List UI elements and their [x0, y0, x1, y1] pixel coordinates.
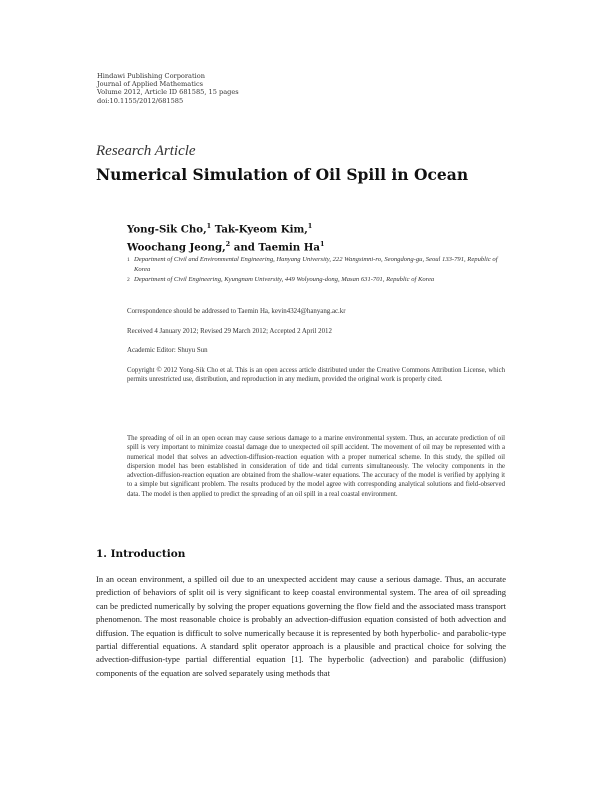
- paper-title: Numerical Simulation of Oil Spill in Ocean: [96, 165, 469, 184]
- section-heading: 1. Introduction: [96, 548, 186, 560]
- author-name: Tak-Kyeom Kim,: [211, 223, 308, 236]
- affiliation-number: 2: [127, 277, 130, 283]
- affiliation-2: [127, 275, 507, 285]
- doi: doi:10.1155/2012/681585: [97, 96, 184, 105]
- affil-marker: 2: [225, 240, 231, 249]
- journal-name: Journal of Applied Mathematics: [97, 80, 204, 89]
- author-line-2: [127, 237, 324, 255]
- copyright-notice: Copyright © 2012 Yong-Sik Cho et al. This is an open access article distributed under the Creative Commons Attribution License, which permits unrestricted use, distribution, and reproduction in any medium, provided the original work is properly cited.: [127, 367, 505, 384]
- article-type: Research Article: [96, 143, 196, 159]
- affiliation-1: [127, 255, 507, 275]
- affil-marker: 1: [307, 222, 313, 230]
- affiliation-text: Department of Civil and Environmental Engineering, Hanyang University, 222 Wangsimni-ro, Seongdong-gu, Seoul 133-791, Republic of Korea: [134, 256, 498, 273]
- abstract: The spreading of oil in an open ocean may cause serious damage to a marine environmental system. Thus, an accurate prediction of oil spill is very important to minimize coastal damage due to unexpected oil spill accident. The movement of oil may be represented with a numerical model that solves an advection-diffusion-reaction equation with a proper numerical scheme. In this study, the spilled oil dispersion model has been established in consideration of tide and tidal currents simultaneously. The velocity components in the advection-diffusion-reaction equation are obtained from the shallow-water equations. The accuracy of the model is verified by applying it to a simple but significant problem. The results produced by the model agree with corresponding analytical solutions and field-observed data. The model is then applied to predict the spreading of an oil spill in a real coastal environment.: [127, 435, 505, 498]
- section-body: In an ocean environment, a spilled oil due to an unexpected accident may cause a serious damage. Thus, an accurate prediction of behaviors of split oil is very significant to keep coastal environmental system. The area of oil spreading can be predicted numerically by solving the proper equations governing the flow field and the associated mass transport phenomenon. The most reasonable choice is probably an advection-diffusion equation consisted of both advection and diffusion. The equation is difficult to solve numerically because it is represented by both hyperbolic- and parabolic-type partial differential equations. A standard split operator approach is a plausible and practical choice for solving the advection-diffusion-type partial differential equation [1]. The hyperbolic (advection) and parabolic (diffusion) components of the equation are solved separately using methods that: [96, 574, 506, 678]
- journal-header: [97, 72, 239, 105]
- author-name: Woochang Jeong,: [127, 241, 226, 254]
- author-name: Yong-Sik Cho,: [127, 223, 207, 236]
- author-name: and Taemin Ha: [230, 241, 320, 254]
- affiliation-text: Department of Civil Engineering, Kyungnam University, 449 Wolyoung-dong, Masan 631-701, Republic of Korea: [134, 276, 435, 283]
- volume-info: Volume 2012, Article ID 681585, 15 pages: [97, 88, 239, 97]
- affil-marker: 1: [319, 240, 325, 249]
- correspondence: Correspondence should be addressed to Taemin Ha, kevin4324@hanyang.ac.kr: [127, 308, 346, 315]
- affiliation-number: 1: [127, 257, 130, 263]
- academic-editor: Academic Editor: Shuyu Sun: [127, 347, 208, 354]
- author-list: [127, 219, 324, 256]
- affiliations: [127, 255, 507, 285]
- publisher-name: Hindawi Publishing Corporation: [97, 72, 205, 80]
- received-dates: Received 4 January 2012; Revised 29 March 2012; Accepted 2 April 2012: [127, 328, 332, 335]
- author-line-1: [127, 219, 324, 237]
- affil-marker: 1: [206, 222, 212, 230]
